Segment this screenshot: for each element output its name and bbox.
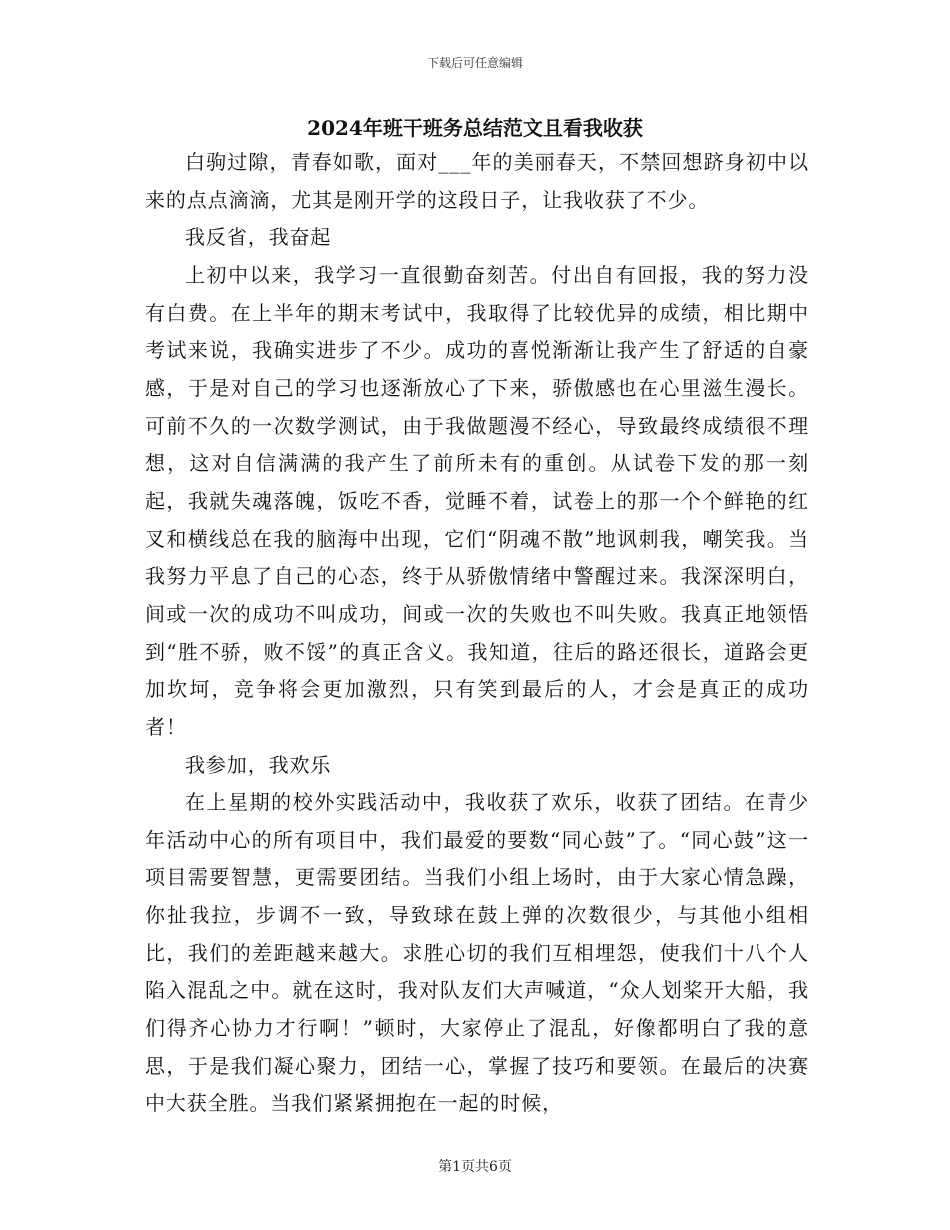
document-body (145, 144, 809, 1123)
document-title: 2024年班干班务总结范文且看我收获 (307, 116, 643, 140)
section-heading: 我反省，我奋起 (185, 225, 332, 250)
paragraph: 上初中以来，我学习一直很勤奋刻苦。付出自有回报，我的努力没有白费。在上半年的期末考试中，我取得了比较优异的成绩，相比期中考试来说，我确实进步了不少。成功的喜悦渐渐让我产生了舒适的自豪感，于是对自己的学习也逐渐放心了下来，骄傲感也在心里滋生漫长。可前不久的一次数学测试，由于我做题漫不经心，导致最终成绩很不理想，这对自信满满的我产生了前所未有的重创。从试卷下发的那一刻起，我就失魂落魄，饭吃不香，觉睡不着，试卷上的那一个个鲜艳的红叉和横线总在我的脑海中出现，它们“阴魂不散”地讽刺我，嘲笑我。当我努力平息了自己的心态，终于从骄傲情绪中警醒过来。我深深明白，间或一次的成功不叫成功，间或一次的失败也不叫失败。我真正地领悟到“胜不骄，败不馁”的真正含义。我知道，往后的路还很长，道路会更加坎坷，竞争将会更加激烈，只有笑到最后的人，才会是真正的成功者！ (145, 262, 809, 739)
page-number: 第1页共6页 (438, 1159, 512, 1175)
section-heading: 我参加，我欢乐 (185, 752, 332, 777)
paragraph: 白驹过隙，青春如歌，面对___年的美丽春天，不禁回想跻身初中以来的点点滴滴，尤其是刚开学的这段日子，让我收获了不少。 (145, 150, 809, 212)
header-note: 下载后可任意编辑 (426, 56, 523, 70)
paragraph: 在上星期的校外实践活动中，我收获了欢乐，收获了团结。在青少年活动中心的所有项目中，我们最爱的要数“同心鼓”了。“同心鼓”这一项目需要智慧，更需要团结。当我们小组上场时，由于大家心情急躁，你扯我拉，步调不一致，导致球在鼓上弹的次数很少，与其他小组相比，我们的差距越来越大。求胜心切的我们互相埋怨，使我们十八个人陷入混乱之中。就在这时，我对队友们大声喊道，“众人划桨开大船，我们得齐心协力才行啊！”顿时，大家停止了混乱，好像都明白了我的意思，于是我们凝心聚力，团结一心，掌握了技巧和要领。在最后的决赛中大获全胜。当我们紧紧拥抱在一起的时候， (145, 790, 809, 1116)
